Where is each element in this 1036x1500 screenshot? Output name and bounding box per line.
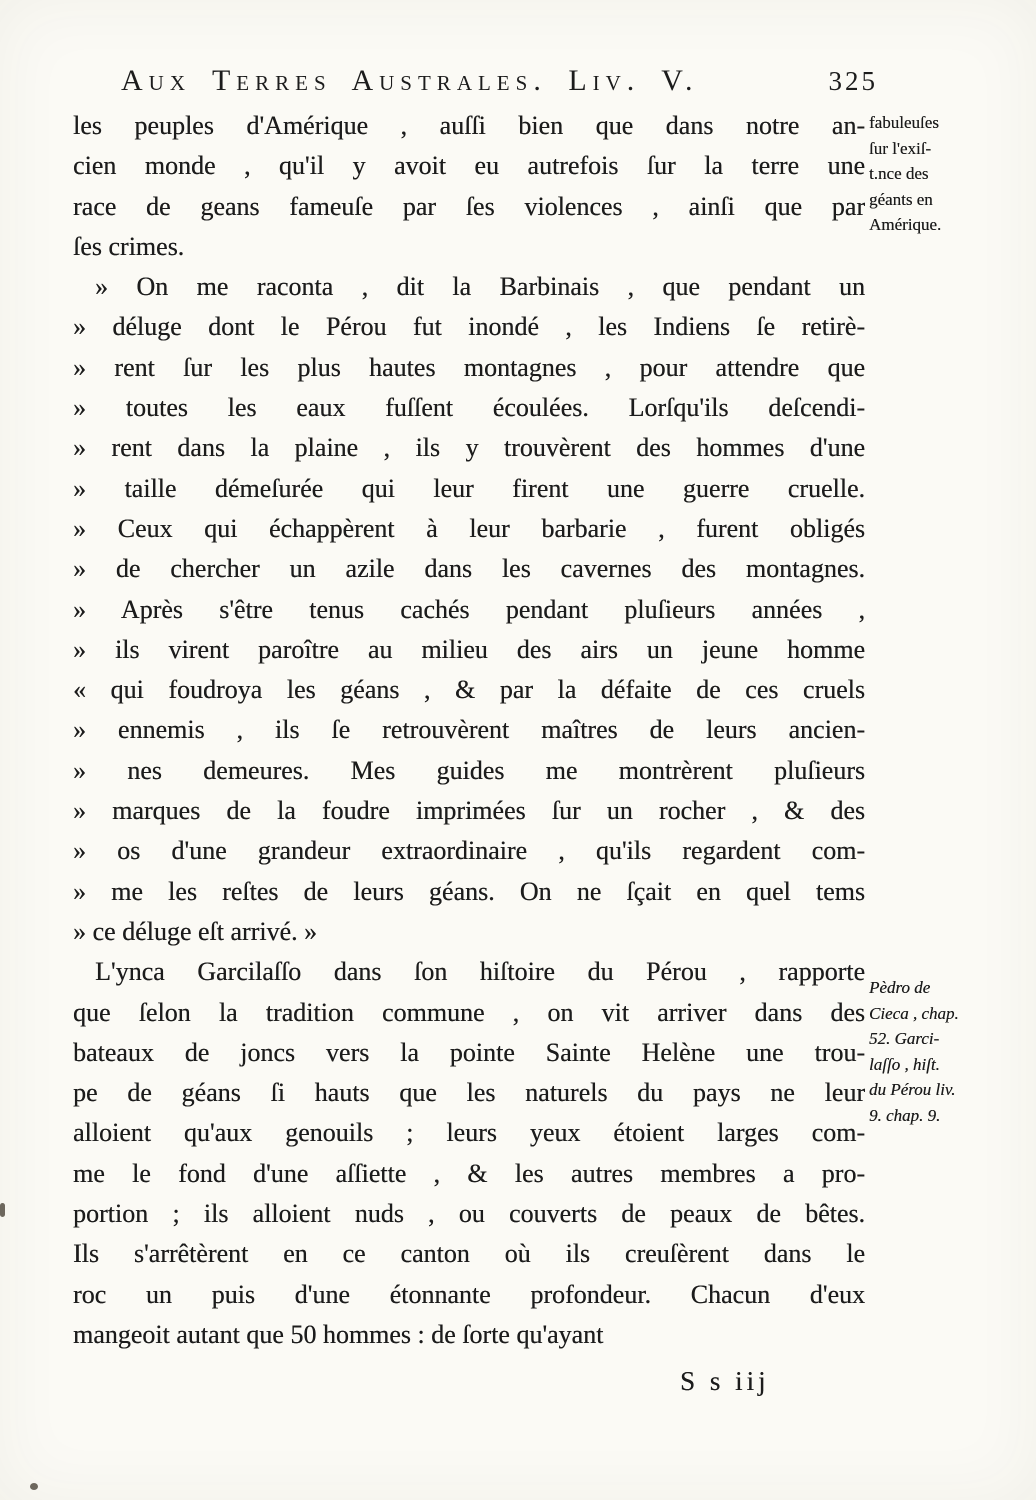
text-line: mangeoit autant que 50 hommes : de ſorte qu'ayant (73, 1319, 604, 1349)
text-line: » ils virent paroître au milieu des airs un jeune homme (73, 634, 865, 664)
text-line: » toutes les eaux fuſſent écoulées. Lorſqu'ils deſcendi- (73, 393, 865, 423)
text-line: » déluge dont le Pérou fut inondé , les Indiens ſe retirè- (73, 312, 865, 342)
text-line: Ils s'arrêtèrent en ce canton où ils creuſèrent dans le (73, 1239, 865, 1269)
text-line: les peuples d'Amérique , auſſi bien que dans notre an- (73, 111, 865, 140)
text-line: » Ceux qui échappèrent à leur barbarie , furent obligés (73, 513, 865, 543)
text-line: L'ynca Garcilaſſo dans ſon hiſtoire du Pérou , rapporte (95, 957, 865, 987)
margin-note-line: Amérique. (869, 215, 942, 234)
text-line: alloient qu'aux genouils ; leurs yeux étoient larges com- (73, 1118, 865, 1148)
text-line: roc un puis d'une étonnante profondeur. Chacun d'eux (73, 1279, 865, 1309)
text-line: me le fond d'une aſſiette , & les autres membres a pro- (73, 1158, 865, 1188)
text-line: » marques de la foudre imprimées ſur un rocher , & des (73, 796, 865, 826)
margin-note-line: ſur l'exiſ- (869, 138, 932, 158)
text-line: race de geans fameuſe par ſes violences , ainſi que par (73, 191, 865, 221)
page-number: 325 (828, 66, 878, 96)
text-line: » On me raconta , dit la Barbinais , que pendant un (95, 272, 865, 302)
text-line: » ce déluge eſt arrivé. » (73, 916, 317, 946)
page-header (73, 64, 878, 98)
signature-mark: S s iij (680, 1366, 770, 1396)
margin-note-1 (869, 110, 999, 238)
text-line: » taille démeſurée qui leur firent une guerre cruelle. (73, 473, 865, 503)
text-line: » os d'une grandeur extraordinaire , qu'ils regardent com- (73, 836, 865, 866)
margin-note-line: fabuleuſes (869, 113, 939, 132)
text-block (73, 106, 865, 1355)
margin-note-line: laſſo , hiſt. (869, 1054, 940, 1074)
margin-note-line: du Pérou liv. (869, 1080, 956, 1099)
margin-note-line: Cieca , chap. (869, 1003, 959, 1023)
margin-note-line: 52. Garci- (869, 1029, 940, 1048)
paragraph (73, 952, 865, 1355)
text-line: » Après s'être tenus cachés pendant pluſieurs années , (73, 594, 865, 624)
text-line: ſes crimes. (73, 231, 185, 261)
text-line: » me les reſtes de leurs géans. On ne ſçait en quel tems (73, 876, 865, 906)
scan-speck (0, 1203, 5, 1217)
text-line: » rent ſur les plus hautes montagnes , pour attendre que (73, 352, 865, 382)
running-title: Aux Terres Australes. Liv. V. (121, 64, 699, 97)
text-line: cien monde , qu'il y avoit eu autrefois ſur la terre une (73, 151, 865, 181)
text-line: bateaux de joncs vers la pointe Sainte Helène une trou- (73, 1037, 865, 1067)
paragraph (73, 267, 865, 952)
text-line: portion ; ils alloient nuds , ou couverts de peaux de bêtes. (73, 1199, 865, 1229)
paragraph (73, 106, 865, 267)
text-line: pe de géans ſi hauts que les naturels du pays ne leur (73, 1078, 865, 1108)
text-line: que ſelon la tradition commune , on vit arriver dans des (73, 997, 865, 1027)
text-line: » rent dans la plaine , ils y trouvèrent des hommes d'une (73, 433, 865, 463)
text-line: » nes demeures. Mes guides me montrèrent pluſieurs (73, 755, 865, 785)
margin-note-line: 9. chap. 9. (869, 1105, 941, 1125)
margin-note-line: géants en (869, 189, 933, 209)
margin-note-line: t.nce des (869, 164, 929, 183)
text-line: « qui foudroya les géans , & par la défaite de ces cruels (73, 675, 865, 705)
margin-note-2 (869, 975, 999, 1128)
margin-note-line: Pèdro de (869, 978, 931, 997)
scan-speck (30, 1483, 38, 1490)
text-line: » de chercher un azile dans les cavernes des montagnes. (73, 554, 865, 584)
text-line: » ennemis , ils ſe retrouvèrent maîtres de leurs ancien- (73, 715, 865, 745)
